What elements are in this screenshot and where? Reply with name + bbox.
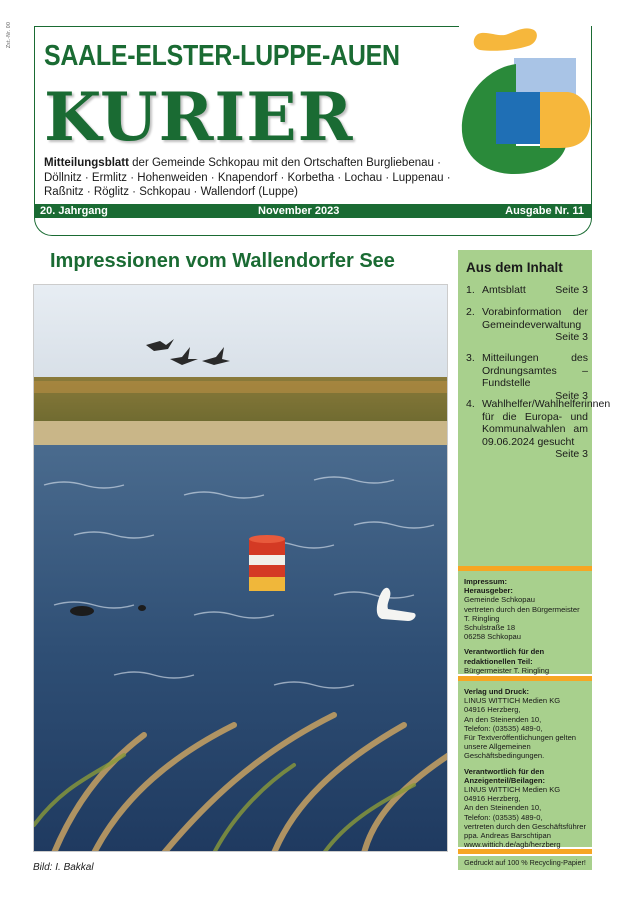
toc-item-row: [482, 284, 588, 297]
masthead-title-main: KURIER: [44, 78, 354, 156]
toc-item-number: 2.: [466, 306, 475, 318]
toc-title: Aus dem Inhalt: [466, 260, 563, 275]
lake-photo: [34, 285, 448, 852]
toc-item-text: Vorabinformation der Gemeindeverwaltung: [482, 306, 588, 331]
toc-item-number: 3.: [466, 352, 475, 364]
editorial-heading: Verantwortlich für den redaktionellen Teil:: [464, 647, 545, 666]
municipality-logo: [456, 28, 594, 176]
ads-line: Telefon: (03535) 489-0,: [464, 812, 543, 822]
toc-item-3: [466, 352, 588, 402]
toc-item-number: 4.: [466, 398, 475, 410]
impressum-heading: Impressum:: [464, 577, 508, 586]
toc-item-2: [466, 306, 588, 344]
ads-line: An den Steinenden 10,: [464, 803, 542, 813]
publisher-heading: Herausgeber:: [464, 586, 513, 596]
toc-item-text: Wahlhelfer/Wahlhelferinnen für die Europa- und Kommunalwahlen am 09.06.2024 gesucht: [482, 398, 611, 448]
ads-line: LINUS WITTICH Medien KG: [464, 785, 561, 795]
issue-number: Ausgabe Nr. 11: [505, 205, 584, 217]
logo-yellow-swoosh: [474, 28, 537, 50]
toc-item-page: Seite 3: [555, 284, 588, 296]
print-line: Telefon: (03535) 489-0,: [464, 723, 543, 733]
recycling-note: Gedruckt auf 100 % Recycling-Papier!: [458, 856, 592, 870]
ads-heading: Verantwortlich für den Anzeigenteil/Beilagen:: [464, 766, 546, 785]
cover-photo: [33, 284, 448, 852]
main-headline: Impressionen vom Wallendorfer See: [50, 250, 395, 272]
issue-bar: [34, 204, 592, 218]
print-line: Für Textveröffentlichungen gelten unsere Allgemeinen Geschäftsbedingungen.: [464, 733, 577, 761]
impressum-box: [458, 571, 592, 674]
print-line: 04916 Herzberg,: [464, 705, 521, 715]
toc-item-page: Seite 3: [555, 331, 588, 343]
logo-blue-block: [496, 92, 540, 144]
ads-line: www.wittich.de/agb/herzberg: [464, 840, 561, 850]
toc-item-text: Amtsblatt: [482, 284, 526, 296]
ads-line: 04916 Herzberg,: [464, 794, 521, 804]
publisher-line: Schulstraße 18: [464, 623, 516, 633]
toc-item-page: Seite 3: [555, 389, 588, 402]
side-code: Zst.-Nr. 00: [6, 22, 12, 49]
publisher-line: Gemeinde Schkopau: [464, 595, 535, 605]
issue-month: November 2023: [258, 205, 340, 217]
issue-volume: 20. Jahrgang: [40, 205, 108, 217]
toc-box: [458, 250, 611, 566]
publisher-box: [458, 681, 592, 850]
publisher-line: 06258 Schkopau: [464, 632, 522, 642]
publisher-line: vertreten durch den Bürgermeister: [464, 604, 580, 614]
sidebar-separator: [458, 849, 592, 854]
ads-line: vertreten durch den Geschäftsführer ppa. Andreas Barschtipan: [464, 821, 586, 841]
publisher-line: T. Ringling: [464, 613, 500, 623]
editorial-line: Bürgermeister T. Ringling: [464, 665, 550, 675]
print-line: LINUS WITTICH Medien KG: [464, 696, 561, 706]
masthead-subtitle: [44, 156, 474, 200]
print-heading: Verlag und Druck:: [464, 687, 529, 696]
masthead-top-rule: [34, 26, 459, 27]
print-line: An den Steinenden 10,: [464, 714, 542, 724]
toc-item-number: 1.: [466, 284, 475, 296]
subtitle-rest: der Gemeinde Schkopau mit den Ortschaften Burgliebenau · Döllnitz · Ermlitz · Hohenweiden · Knapendorf · Korbetha · Lochau · Luppenau · Raßnitz · Röglitz · Schkopau · Wallendorf (Luppe): [44, 157, 451, 198]
toc-item-4: [466, 398, 611, 461]
toc-item-text: Mitteilungen des Ordnungsamtes – Fundstelle: [482, 352, 588, 389]
photo-caption: Bild: I. Bakkal: [33, 862, 94, 873]
subtitle-bold: Mitteilungsblatt: [44, 157, 129, 169]
toc-item-page: Seite 3: [555, 448, 588, 460]
toc-item-1: [466, 284, 588, 297]
logo-yellow-shape: [540, 92, 590, 148]
masthead-title-top: SAALE-ELSTER-LUPPE-AUEN: [44, 40, 400, 72]
